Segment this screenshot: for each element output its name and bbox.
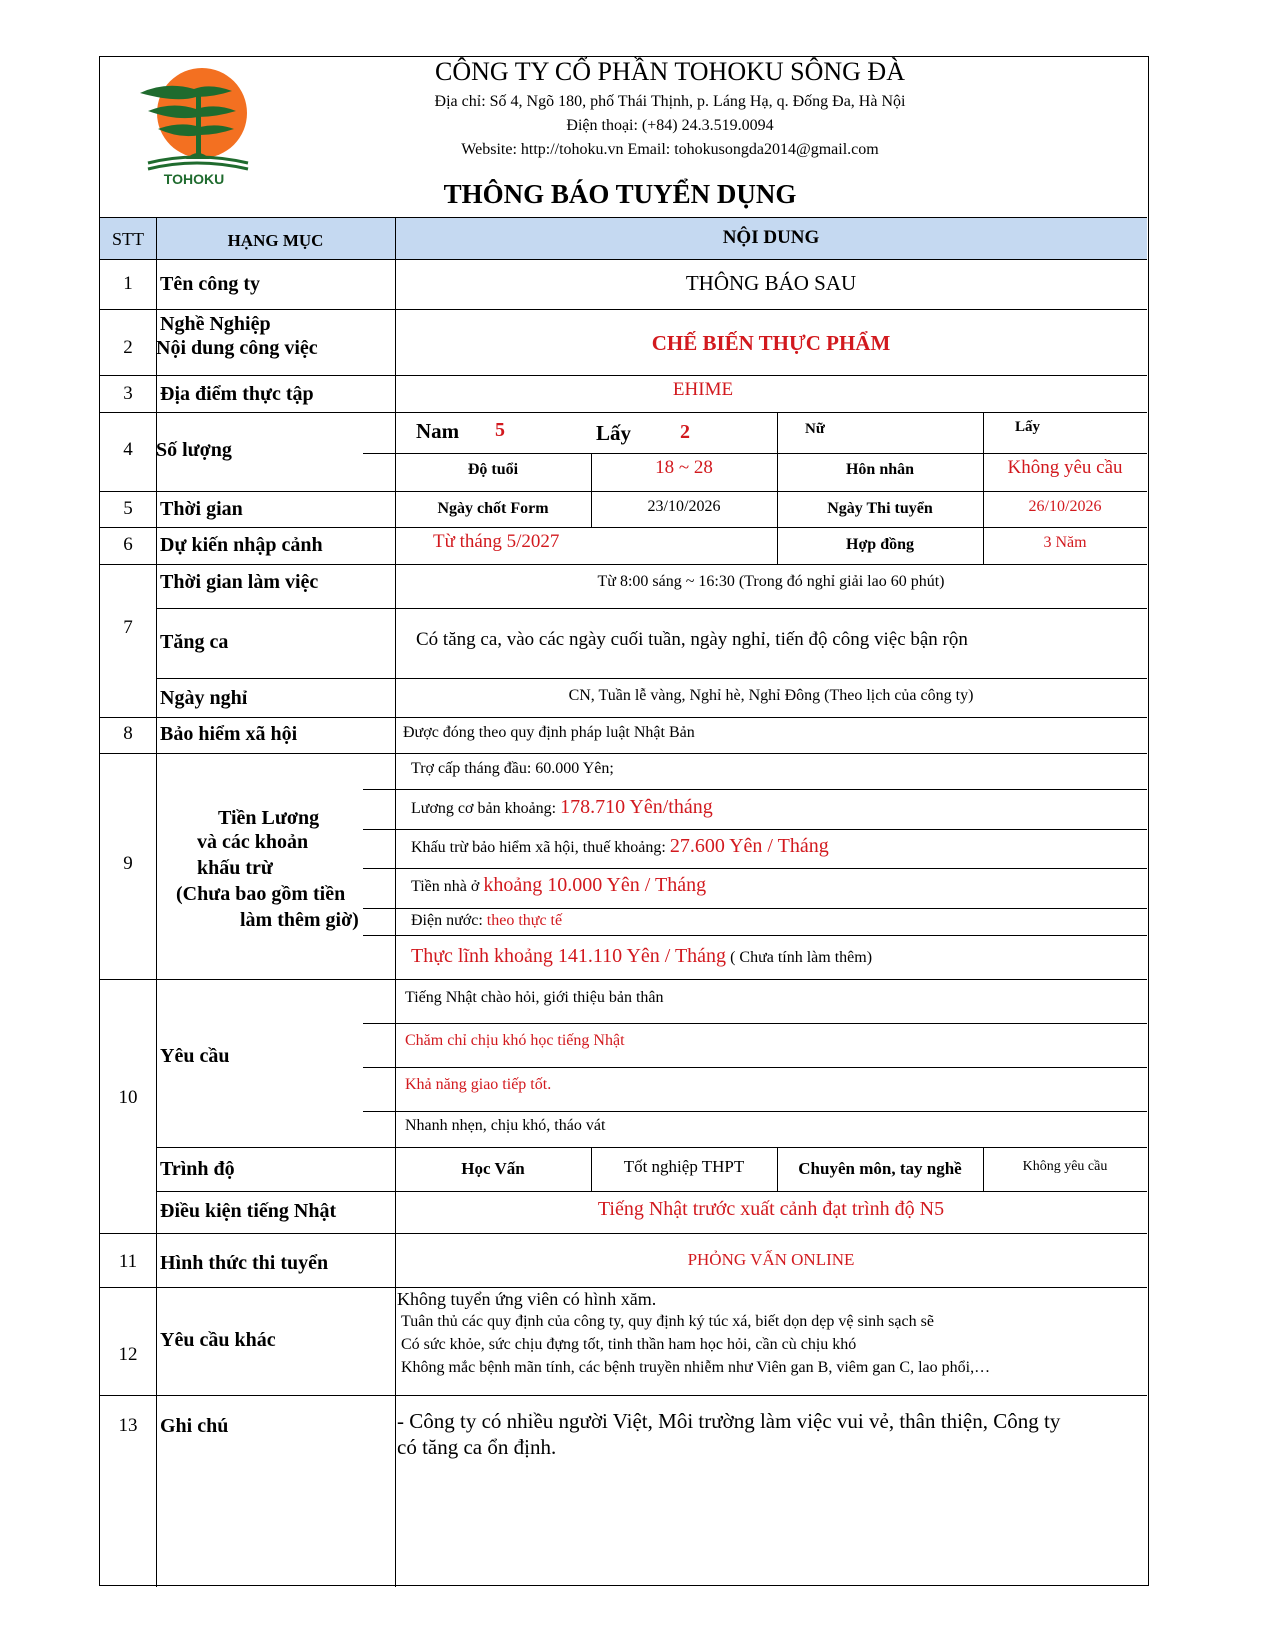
row-2-label-2: Nội dung công việc (156, 337, 318, 359)
row-9-label-4: (Chưa bao gồm tiền (176, 883, 346, 905)
row-9-housing: Tiền nhà ở khoảng 10.000 Yên / Tháng (411, 874, 707, 896)
row-9-base-salary: Lương cơ bản khoảng: 178.710 Yên/tháng (411, 796, 713, 818)
row-13-line-2: có tăng ca ổn định. (397, 1435, 557, 1459)
row-5-label: Thời gian (160, 498, 243, 520)
row-6-value: Từ tháng 5/2027 (433, 531, 560, 552)
row-9-deductions: Khấu trừ bảo hiểm xã hội, thuế khoảng: 27.600 Yên / Tháng (411, 835, 829, 857)
row-12-line-2: Tuân thủ các quy định của công ty, quy định ký túc xá, biết dọn dẹp vệ sinh sạch sẽ (401, 1313, 934, 1330)
row-4-lay2-label: Lấy (1015, 419, 1041, 435)
row-11-value: PHỎNG VẤN ONLINE (687, 1250, 855, 1269)
row-12-line-4: Không mắc bệnh mãn tính, các bệnh truyền nhiễm như Viên gan B, viêm gan C, lao phổi,… (401, 1359, 991, 1376)
company-address: Địa chỉ: Số 4, Ngõ 180, phố Thái Thịnh, p. Láng Hạ, q. Đống Đa, Hà Nội (434, 93, 906, 110)
header-item: HẠNG MỤC (227, 231, 324, 250)
row-7-overtime-label: Tăng ca (160, 631, 229, 653)
page-title: THÔNG BÁO TUYỂN DỤNG (443, 179, 797, 209)
row-7-dayoff-label: Ngày nghỉ (160, 687, 248, 709)
row-10-skill-label: Chuyên môn, tay nghề (798, 1159, 962, 1178)
row-4-nu-label: Nữ (805, 421, 825, 437)
row-10-no: 10 (118, 1087, 138, 1108)
row-2-no: 2 (123, 337, 133, 358)
row-9-label-3: khấu trừ (197, 857, 273, 879)
row-12-line-3: Có sức khỏe, sức chịu đựng tốt, tinh thần ham học hỏi, cần cù chịu khó (401, 1336, 857, 1353)
row-12-line-1: Không tuyển ứng viên có hình xăm. (397, 1289, 657, 1309)
row-10-req-3: Khả năng giao tiếp tốt. (405, 1076, 552, 1093)
row-9-allowance: Trợ cấp tháng đầu: 60.000 Yên; (411, 760, 614, 777)
row-10-skill-value: Không yêu cầu (1022, 1159, 1108, 1174)
row-9-net-salary: Thực lĩnh khoảng 141.110 Yên / Tháng ( Chưa tính làm thêm) (411, 945, 873, 967)
row-7-hours-value: Từ 8:00 sáng ~ 16:30 (Trong đó nghỉ giải lao 60 phút) (597, 573, 945, 590)
row-6-contract-value: 3 Năm (1043, 534, 1087, 551)
row-2-label-1: Nghề Nghiệp (160, 313, 271, 335)
row-4-marital-label: Hôn nhân (845, 461, 915, 478)
header-stt: STT (111, 229, 144, 249)
row-2-value: CHẾ BIẾN THỰC PHẨM (651, 331, 891, 355)
row-13-no: 13 (118, 1415, 138, 1436)
row-5-no: 5 (123, 498, 133, 519)
row-3-label: Địa điểm thực tập (160, 383, 314, 405)
row-7-overtime-value: Có tăng ca, vào các ngày cuối tuần, ngày nghỉ, tiến độ công việc bận rộn (416, 629, 968, 650)
row-10-level-label: Trình độ (160, 1158, 235, 1180)
row-3-value: EHIME (672, 379, 734, 400)
row-9-label-2: và các khoản (197, 831, 309, 853)
row-10-requirements-label: Yêu cầu (160, 1045, 230, 1067)
row-9-label-5: làm thêm giờ) (240, 909, 359, 931)
recruitment-notice-sheet (99, 56, 1149, 1586)
header-content: NỘI DUNG (722, 227, 820, 248)
row-4-marital-value: Không yêu cầu (1007, 457, 1123, 478)
row-9-label-1: Tiền Lương (218, 807, 320, 829)
row-9-utilities: Điện nước: theo thực tế (411, 912, 563, 929)
row-10-req-1: Tiếng Nhật chào hỏi, giới thiệu bản thân (405, 989, 664, 1006)
company-web: Website: http://tohoku.vn Email: tohokusongda2014@gmail.com (461, 141, 879, 158)
row-6-label: Dự kiến nhập cảnh (160, 534, 323, 556)
row-4-age-label: Độ tuổi (467, 461, 519, 478)
row-8-label: Bảo hiểm xã hội (160, 723, 298, 745)
row-11-no: 11 (118, 1251, 138, 1272)
row-5-exam-label: Ngày Thi tuyển (827, 500, 933, 517)
row-6-contract-label: Hợp đồng (846, 536, 914, 553)
row-4-nam-value: 5 (495, 419, 505, 441)
row-3-no: 3 (123, 383, 133, 404)
row-4-no: 4 (123, 439, 133, 460)
row-10-education-value: Tốt nghiệp THPT (623, 1157, 745, 1176)
row-5-exam-value: 26/10/2026 (1028, 498, 1102, 515)
tohoku-logo (136, 63, 256, 188)
row-12-label: Yêu cầu khác (160, 1329, 276, 1351)
row-10-japanese-value: Tiếng Nhật trước xuất cảnh đạt trình độ N5 (597, 1198, 945, 1220)
row-7-dayoff-value: CN, Tuần lễ vàng, Nghỉ hè, Nghỉ Đông (Theo lịch của công ty) (568, 687, 974, 704)
row-1-no: 1 (123, 273, 133, 294)
logo-text: TOHOKU (163, 171, 225, 187)
row-1-value: THÔNG BÁO SAU (685, 271, 857, 295)
row-8-value: Được đóng theo quy định pháp luật Nhật Bản (403, 724, 695, 741)
row-4-age-value: 18 ~ 28 (655, 457, 713, 478)
row-1-label: Tên công ty (160, 273, 260, 295)
row-13-line-1: - Công ty có nhiều người Việt, Môi trường làm việc vui vẻ, thân thiện, Công ty (397, 1409, 1061, 1433)
company-name: CÔNG TY CỔ PHẦN TOHOKU SÔNG ĐÀ (435, 57, 905, 86)
row-11-label: Hình thức thi tuyển (160, 1252, 329, 1274)
row-4-label: Số lượng (156, 439, 232, 461)
row-4-lay-value: 2 (680, 421, 690, 443)
row-10-japanese-label: Điều kiện tiếng Nhật (160, 1200, 337, 1222)
row-4-nam-label: Nam (416, 419, 460, 443)
row-8-no: 8 (123, 723, 133, 744)
row-10-req-2: Chăm chỉ chịu khó học tiếng Nhật (405, 1032, 625, 1049)
company-phone: Điện thoại: (+84) 24.3.519.0094 (566, 117, 774, 134)
row-4-lay-label: Lấy (596, 421, 632, 445)
row-12-no: 12 (118, 1344, 138, 1365)
row-5-deadline-value: 23/10/2026 (647, 498, 721, 515)
row-6-no: 6 (123, 534, 133, 555)
row-5-deadline-label: Ngày chốt Form (437, 500, 549, 517)
row-10-req-4: Nhanh nhẹn, chịu khó, tháo vát (405, 1117, 606, 1134)
row-10-education-label: Học Vấn (461, 1159, 525, 1178)
row-9-no: 9 (123, 853, 133, 874)
row-7-hours-label: Thời gian làm việc (160, 571, 319, 593)
row-7-no: 7 (123, 617, 133, 638)
row-13-label: Ghi chú (160, 1415, 229, 1437)
